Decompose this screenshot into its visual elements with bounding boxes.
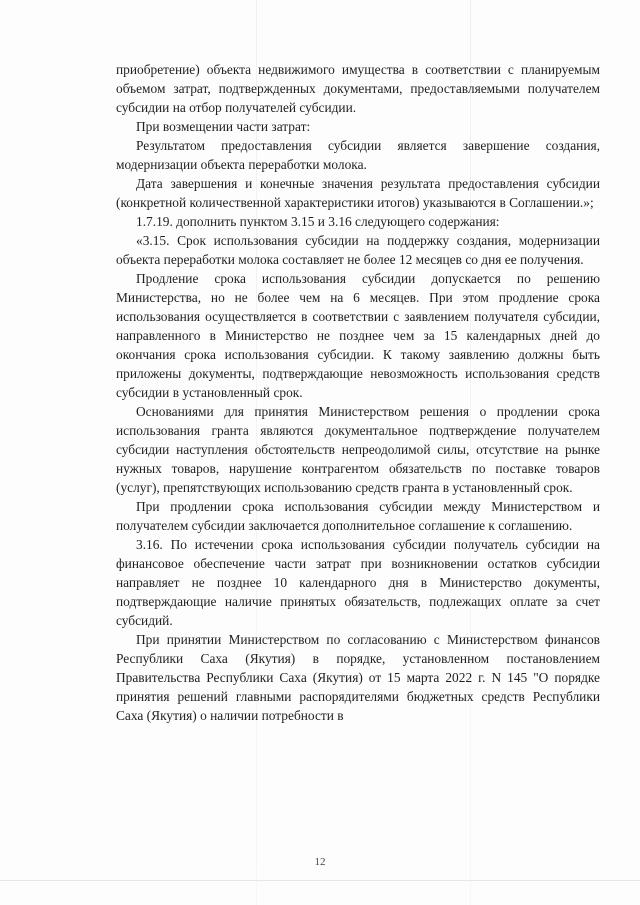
paragraph: Дата завершения и конечные значения результата предоставления субсидии (конкретной количественной характеристики итогов) указываются в Соглашении.»; xyxy=(116,176,600,210)
paragraph: Основаниями для принятия Министерством решения о продлении срока использования гранта являются документальное подтверждение получателем субсидии наступления обстоятельств непреодолимой силы, отсутствие на рынке нужных товаров, нарушение контрагентом обязательств по поставке товаров (услуг), препятствующих использованию средств гранта в установленный срок. xyxy=(116,404,600,495)
paragraph: При принятии Министерством по согласованию с Министерством финансов Республики Саха (Якутия) в порядке, установленном постановлением Правительства Республики Саха (Якутия) от 15 марта 2022 г. N 145 "О порядке принятия решений главными распорядителями бюджетных средств Республики Саха (Якутия) о наличии потребности в xyxy=(116,632,600,723)
page-number: 12 xyxy=(314,856,326,868)
document-body xyxy=(116,60,600,725)
paragraph: Результатом предоставления субсидии является завершение создания, модернизации объекта переработки молока. xyxy=(116,138,600,172)
paragraph: При продлении срока использования субсидии между Министерством и получателем субсидии заключается дополнительное соглашение к соглашению. xyxy=(116,499,600,533)
scan-border-line xyxy=(0,880,640,881)
paragraph: «3.15. Срок использования субсидии на поддержку создания, модернизации объекта переработки молока составляет не более 12 месяцев со дня ее получения. xyxy=(116,233,600,267)
paragraph: 3.16. По истечении срока использования субсидии получатель субсидии на финансовое обеспечение части затрат при возникновении остатков субсидии направляет не позднее 10 календарного дня в Министерство документы, подтверждающие наличие принятых обязательств, подлежащих оплате за счет субсидий. xyxy=(116,537,600,628)
paragraph: Продление срока использования субсидии допускается по решению Министерства, но не более чем на 6 месяцев. При этом продление срока использования осуществляется в соответствии с заявлением получателя субсидии, направленного в Министерство не позднее чем за 15 календарных дней до окончания срока использования субсидии. К такому заявлению должны быть приложены документы, подтверждающие невозможность использования средств субсидии в установленный срок. xyxy=(116,271,600,400)
paragraph: 1.7.19. дополнить пунктом 3.15 и 3.16 следующего содержания: xyxy=(136,214,500,229)
paragraph: При возмещении части затрат: xyxy=(136,119,311,134)
paragraph: приобретение) объекта недвижимого имущества в соответствии с планируемым объемом затрат, подтвержденных документами, предоставляемыми получателем субсидии на отбор получателей субсидии. xyxy=(116,62,600,115)
